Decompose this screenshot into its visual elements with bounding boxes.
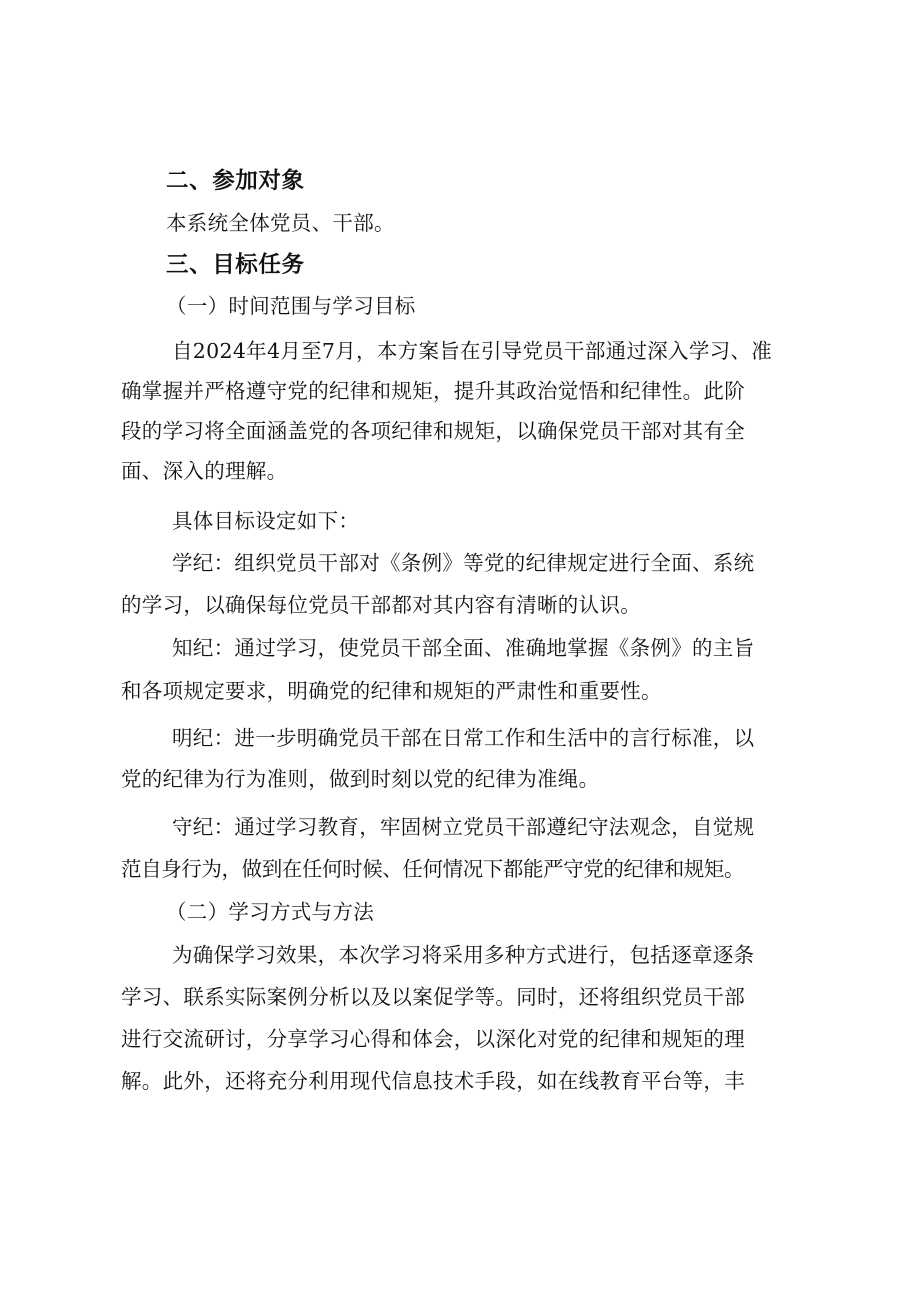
paragraph-line: 确掌握并严格遵守党的纪律和规矩，提升其政治觉悟和纪律性。此阶 [121, 379, 745, 403]
paragraph-line: 解。此外，还将充分利用现代信息技术手段，如在线教育平台等，丰 [121, 1069, 745, 1093]
target-xueji-line: 的学习，以确保每位党员干部都对其内容有清晰的认识。 [121, 593, 641, 617]
paragraph-line: 段的学习将全面涵盖党的各项纪律和规矩，以确保党员干部对其有全 [121, 419, 745, 443]
target-mingji-line: 党的纪律为行为准则，做到时刻以党的纪律为准绳。 [121, 767, 600, 791]
paragraph-line: 进行交流研讨，分享学习心得和体会，以深化对党的纪律和规矩的理 [121, 1027, 745, 1051]
paragraph-line: 自2024年4月至7月，本方案旨在引导党员干部通过深入学习、准 [172, 339, 773, 363]
target-zhiji-line: 知纪：通过学习，使党员干部全面、准确地掌握《条例》的主旨 [172, 636, 755, 660]
section-2-heading: 二、参加对象 [166, 168, 305, 194]
paragraph-line: 为确保学习效果，本次学习将采用多种方式进行，包括逐章逐条 [172, 943, 755, 967]
subsection-2-heading: （二）学习方式与方法 [166, 900, 374, 924]
target-shouji-line: 范自身行为，做到在任何时候、任何情况下都能严守党的纪律和规矩。 [121, 857, 745, 881]
target-zhiji-line: 和各项规定要求，明确党的纪律和规矩的严肃性和重要性。 [121, 679, 662, 703]
targets-intro: 具体目标设定如下： [172, 509, 360, 533]
target-mingji-line: 明纪：进一步明确党员干部在日常工作和生活中的言行标准，以 [172, 726, 755, 750]
paragraph-line: 学习、联系实际案例分析以及以案促学等。同时，还将组织党员干部 [121, 985, 745, 1009]
subsection-1-heading: （一）时间范围与学习目标 [166, 294, 416, 318]
paragraph-line: 面、深入的理解。 [121, 459, 288, 483]
target-xueji-line: 学纪：组织党员干部对《条例》等党的纪律规定进行全面、系统 [172, 551, 755, 575]
section-2-body: 本系统全体党员、干部。 [166, 211, 395, 235]
section-3-heading: 三、目标任务 [166, 252, 305, 278]
target-shouji-line: 守纪：通过学习教育，牢固树立党员干部遵纪守法观念，自觉规 [172, 815, 755, 839]
